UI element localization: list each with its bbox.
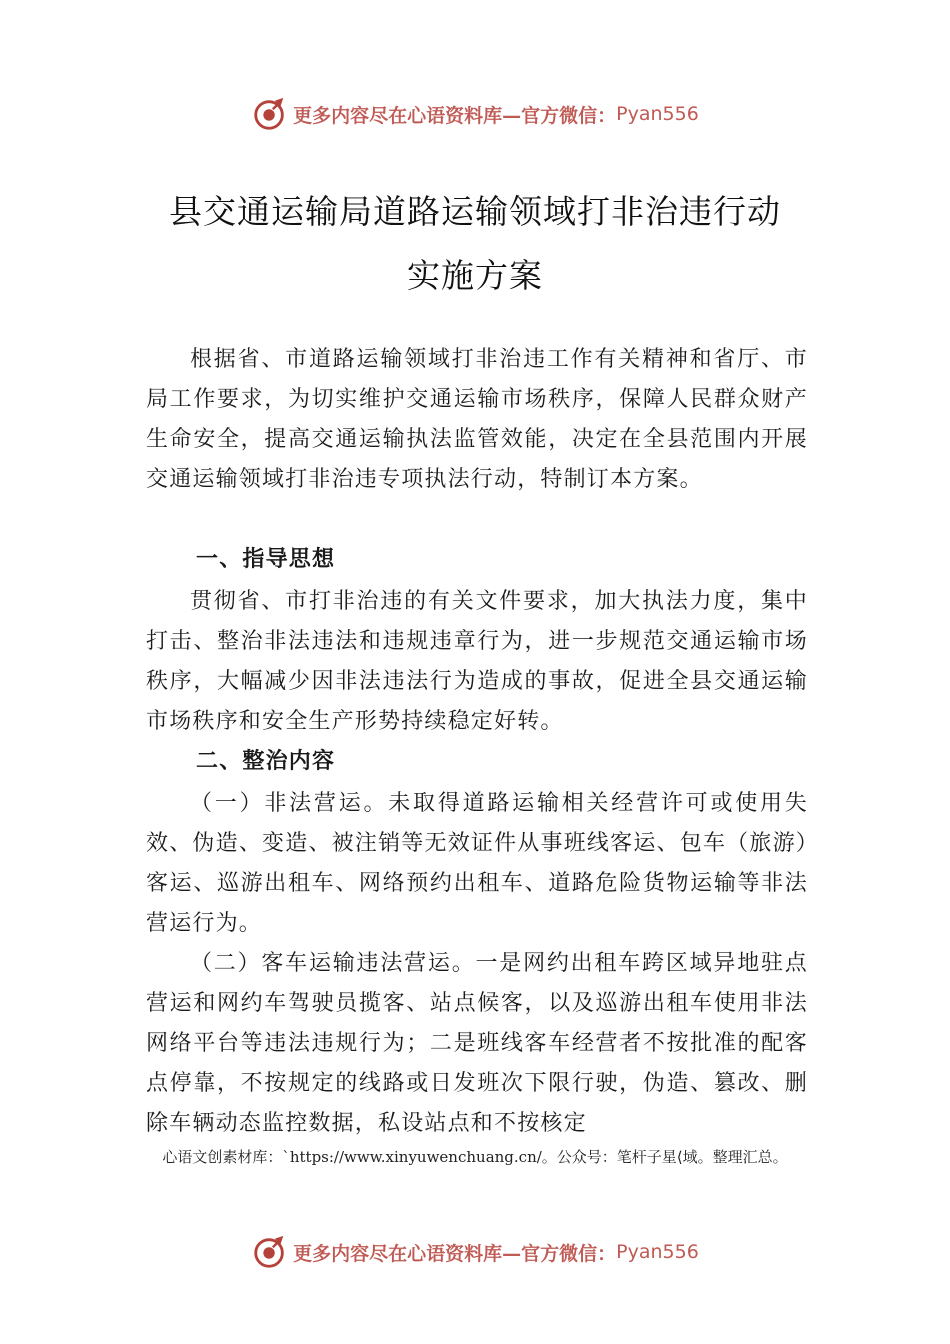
section1-heading-block: [146, 540, 808, 580]
section1-heading: 一、指导思想: [196, 547, 336, 572]
header-banner: [0, 92, 950, 136]
footer-banner: [0, 1230, 950, 1274]
section2-heading-block: [146, 742, 808, 782]
section1-paragraph: [146, 582, 808, 742]
banner-text: 更多内容尽在心语资料库—官方微信：: [293, 1242, 617, 1265]
item2-paragraph: [146, 944, 808, 1144]
document-title-line1: 县交通运输局道路运输领域打非治违行动: [169, 192, 781, 231]
wechat-id: Pyan556: [616, 103, 699, 125]
brand-logo-icon: [251, 95, 289, 133]
intro-text: 根据省、市道路运输领域打非治违工作有关精神和省厅、市局工作要求，为切实维护交通运输市场秩序，保障人民群众财产生命安全，提高交通运输执法监管效能，决定在全县范围内开展交通运输领域打非治违专项执法行动，特制订本方案。: [146, 347, 808, 492]
item2-text: （二）客车运输违法营运。一是网约出租车跨区域异地驻点营运和网约车驾驶员揽客、站点候客，以及巡游出租车使用非法网络平台等违法违规行为；二是班线客车经营者不按批准的配客点停靠，不按规定的线路或日发班次下限行驶，伪造、篡改、删除车辆动态监控数据，私设站点和不按核定: [146, 951, 808, 1136]
item1-paragraph: [146, 784, 808, 944]
item1-text: （一）非法营运。未取得道路运输相关经营许可或使用失效、伪造、变造、被注销等无效证件从事班线客运、包车（旅游）客运、巡游出租车、网络预约出租车、道路危险货物运输等非法营运行为。: [146, 791, 808, 936]
brand-logo-icon: [251, 1233, 289, 1271]
section2-heading: 二、整治内容: [196, 749, 336, 774]
intro-paragraph: [146, 340, 808, 500]
banner-text: 更多内容尽在心语资料库—官方微信：: [293, 104, 617, 127]
wechat-id: Pyan556: [616, 1241, 699, 1263]
section1-text: 贯彻省、市打非治违的有关文件要求，加大执法力度，集中打击、整治非法违法和违规违章行为，进一步规范交通运输市场秩序，大幅减少因非法违法行为造成的事故，促进全县交通运输市场秩序和安全生产形势持续稳定好转。: [146, 589, 808, 734]
source-footnote: 心语文创素材库：`https://www.xinyuwenchuang.cn/。公众号：笔杆子星⟨域。整理汇总。: [162, 1148, 788, 1166]
document-title-line2: 实施方案: [407, 256, 543, 295]
